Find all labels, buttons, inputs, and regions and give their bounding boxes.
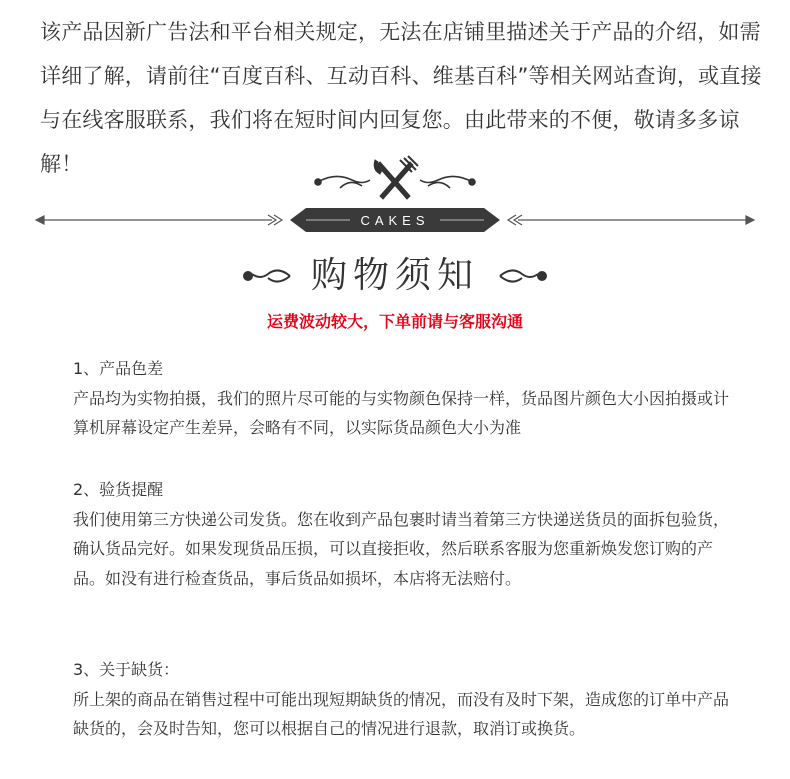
section-body: 我们使用第三方快递公司发货。您在收到产品包裹时请当着第三方快递送货员的面拆包验货，确认货品完好。如果发现货品压损，可以直接拒收，然后联系客服为您重新焕发您订购的产品。如没有进行检查货品，事后货品如损坏，本店将无法赔付。: [73, 509, 730, 588]
section-heading: 3、关于缺货：: [73, 660, 180, 679]
cakes-ornament: [0, 150, 790, 250]
flourish-icon: [492, 262, 552, 290]
section-heading: 1、产品色差: [73, 359, 164, 378]
fork-knife-icon: [374, 156, 418, 199]
shipping-warning: 运费波动较大，下单前请与客服沟通: [266, 312, 523, 331]
section-body: 所上架的商品在销售过程中可能出现短期缺货的情况，而没有及时下架，造成您的订单中产品缺货的，会及时告知，您可以根据自己的情况进行退款，取消订或换货。: [73, 689, 730, 738]
cakes-label: CAKES: [360, 213, 430, 228]
section-out-of-stock: [73, 655, 733, 744]
section-body: 产品均为实物拍摄，我们的照片尽可能的与实物颜色保持一样，货品图片颜色大小因拍摄或计算机屏幕设定产生差异，会略有不同，以实际货品颜色大小为准: [73, 388, 730, 437]
section-color-difference: [73, 354, 733, 443]
page-title: 购物须知: [310, 255, 479, 296]
section-heading: 2、验货提醒: [73, 480, 164, 499]
section-inspection-reminder: [73, 475, 733, 593]
notice-paragraph: 该产品因新广告法和平台相关规定，无法在店铺里描述关于产品的介绍，如需详细了解，请前往“百度百科、互动百科、维基百科”等相关网站查询，或直接与在线客服联系，我们将在短时间内回复您。由此带来的不便，敬请多多谅解！: [40, 20, 762, 176]
